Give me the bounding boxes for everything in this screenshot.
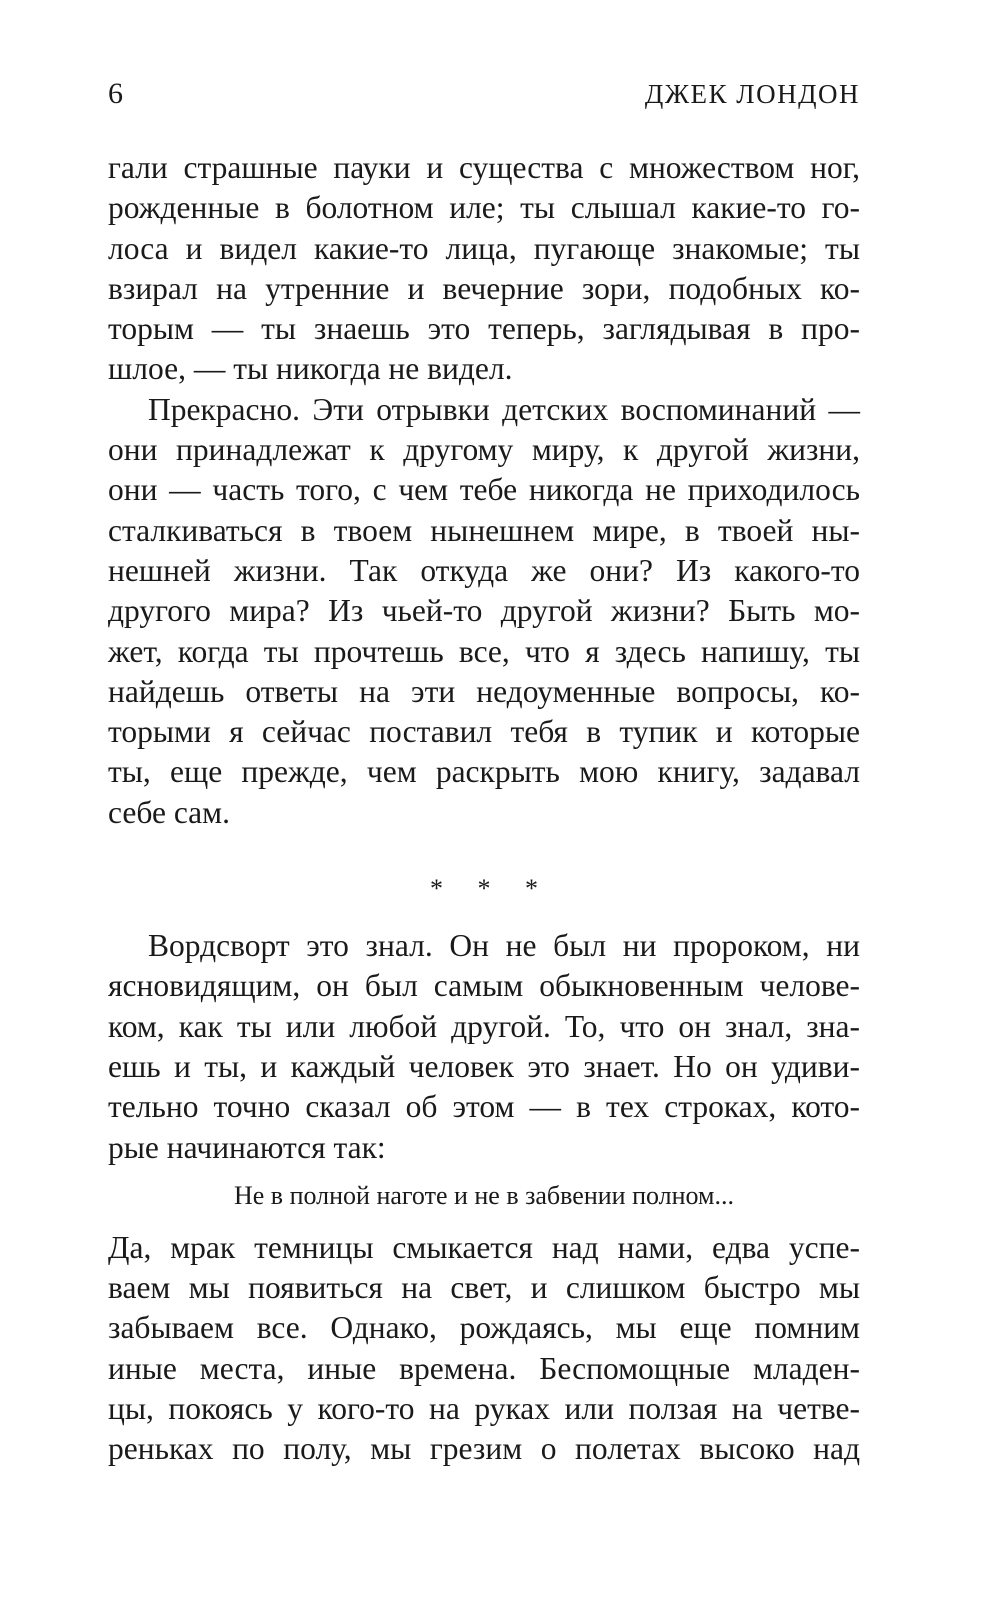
text-line: реньках по полу, мы грезим о полетах высоко над (108, 1431, 860, 1467)
running-head-author: ДЖЕК ЛОНДОН (644, 79, 860, 109)
body-text (108, 148, 860, 1470)
text-line: Прекрасно. Эти отрывки детских воспоминаний — (148, 391, 860, 427)
text-line: цы, покоясь у кого-то на руках или ползая на четве- (108, 1391, 860, 1427)
running-head (108, 74, 860, 114)
poem-quote: Не в полной наготе и не в забвении полном... (233, 1180, 734, 1210)
text-line: гали страшные пауки и существа с множеством ног, (108, 150, 860, 185)
text-line: ком, как ты или любой другой. То, что он знал, зна- (108, 1008, 860, 1044)
text-line: рые начинаются так: (108, 1129, 386, 1165)
text-line: другого мира? Из чьей-то другой жизни? Быть мо- (108, 593, 860, 629)
text-line: иные места, иные времена. Беспомощные младен- (108, 1350, 860, 1386)
text-line: себе сам. (108, 794, 230, 830)
text-line: тельно точно сказал об этом — в тех строках, кото- (108, 1089, 860, 1125)
text-line: ты, еще прежде, чем раскрыть мою книгу, задавал (108, 754, 860, 790)
text-line: Вордсворт это знал. Он не был ни пророком, ни (148, 928, 860, 964)
text-line: рожденные в болотном иле; ты слышал какие-то го- (108, 190, 860, 226)
text-line: они — часть того, с чем тебе никогда не приходилось (108, 472, 860, 508)
page-number: 6 (108, 77, 123, 110)
text-line: ваем мы появиться на свет, и слишком быстро мы (108, 1270, 860, 1306)
text-line: шлое, — ты никогда не видел. (108, 351, 513, 387)
text-line: торым — ты знаешь это теперь, заглядывая в про- (108, 311, 860, 347)
text-line: сталкиваться в твоем нынешнем мире, в твоей ны- (108, 512, 860, 548)
text-line: жет, когда ты прочтешь все, что я здесь напишу, ты (108, 633, 860, 669)
paragraph-3 (108, 926, 860, 1168)
text-line: лоса и видел какие-то лица, пугающе знакомые; ты (108, 230, 860, 266)
text-line: найдешь ответы на эти недоуменные вопросы, ко- (108, 673, 860, 709)
text-line: они принадлежат к другому миру, к другой жизни, (108, 432, 860, 468)
paragraph-4 (108, 1228, 860, 1470)
text-line: ясновидящим, он был самым обыкновенным челове- (108, 968, 860, 1004)
text-line: Да, мрак темницы смыкается над нами, едва успе- (108, 1229, 860, 1265)
text-line: забываем все. Однако, рождаясь, мы еще помним (108, 1310, 860, 1346)
text-line: нешней жизни. Так откуда же они? Из какого-то (108, 552, 860, 588)
paragraph-2 (108, 390, 860, 833)
text-line: ешь и ты, и каждый человек это знает. Но он удиви- (108, 1048, 860, 1084)
section-break-asterisks: * * * (430, 874, 552, 904)
paragraph-1 (108, 148, 860, 390)
text-line: торыми я сейчас поставил тебя в тупик и которые (108, 714, 860, 750)
text-line: взирал на утренние и вечерние зори, подобных ко- (108, 270, 860, 306)
